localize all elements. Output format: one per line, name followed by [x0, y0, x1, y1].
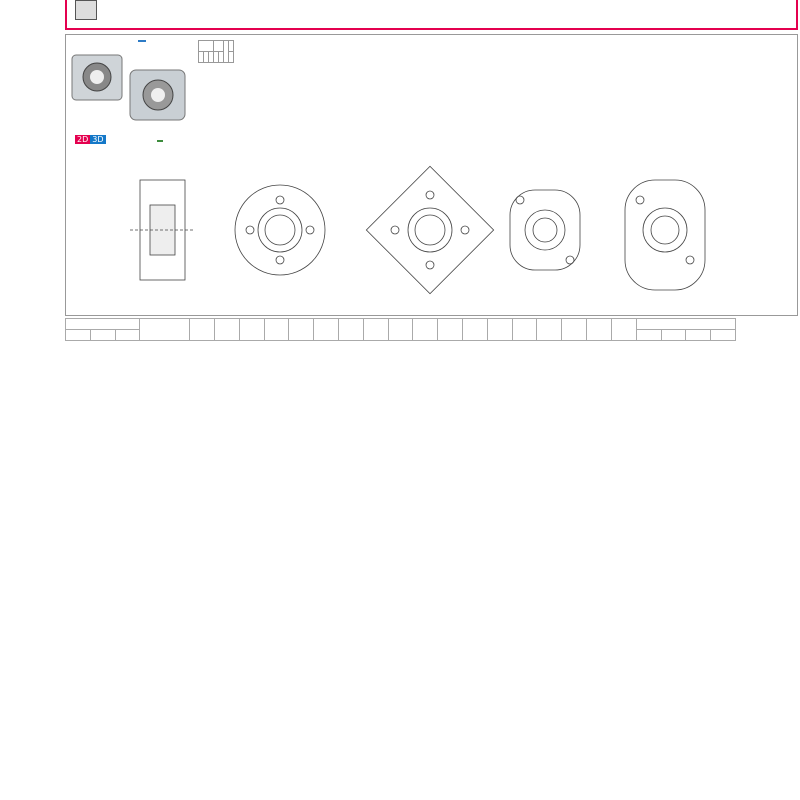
technical-drawings [70, 160, 800, 310]
sub-type [66, 330, 91, 341]
product-photo [70, 40, 195, 130]
col-b [264, 319, 289, 341]
col-d1g7 [413, 319, 438, 341]
col-tolerance [239, 319, 264, 341]
col-d [190, 319, 215, 341]
col-a [512, 319, 537, 341]
dimension-table-wrap [65, 318, 736, 341]
col-tolerance2 [438, 319, 463, 341]
sub-bearing [90, 330, 115, 341]
col-retaining-ring [229, 52, 234, 63]
col-d2 [587, 319, 612, 341]
order-col-3 [686, 330, 711, 341]
col-orderable [636, 319, 735, 330]
cad-label: 2D 3D [77, 135, 104, 144]
col-h [314, 319, 339, 341]
type-header [199, 41, 214, 52]
col-pcd [463, 319, 488, 341]
dimension-table [65, 318, 736, 341]
product-thumb-icon [75, 0, 97, 20]
col-type [66, 319, 140, 330]
standard-processed-badge [138, 40, 146, 42]
col-k [487, 319, 512, 341]
col-l [289, 319, 314, 341]
col-l-select [140, 319, 190, 341]
order-col-2 [661, 330, 686, 341]
type-material-table [198, 40, 234, 63]
col-housing [219, 52, 224, 63]
col-dh7 [214, 319, 239, 341]
rohs-badge [157, 140, 163, 142]
attachment-header [229, 41, 234, 52]
category-tabs [742, 318, 800, 800]
order-col-4 [711, 330, 736, 341]
col-h1 [611, 319, 636, 341]
col-dh [388, 319, 413, 341]
col-t [363, 319, 388, 341]
order-col-1 [636, 330, 661, 341]
col-f [537, 319, 562, 341]
sub-seal [115, 330, 140, 341]
col-w [338, 319, 363, 341]
order-example-box [65, 0, 798, 30]
material-header [214, 41, 224, 52]
col-d1 [562, 319, 587, 341]
